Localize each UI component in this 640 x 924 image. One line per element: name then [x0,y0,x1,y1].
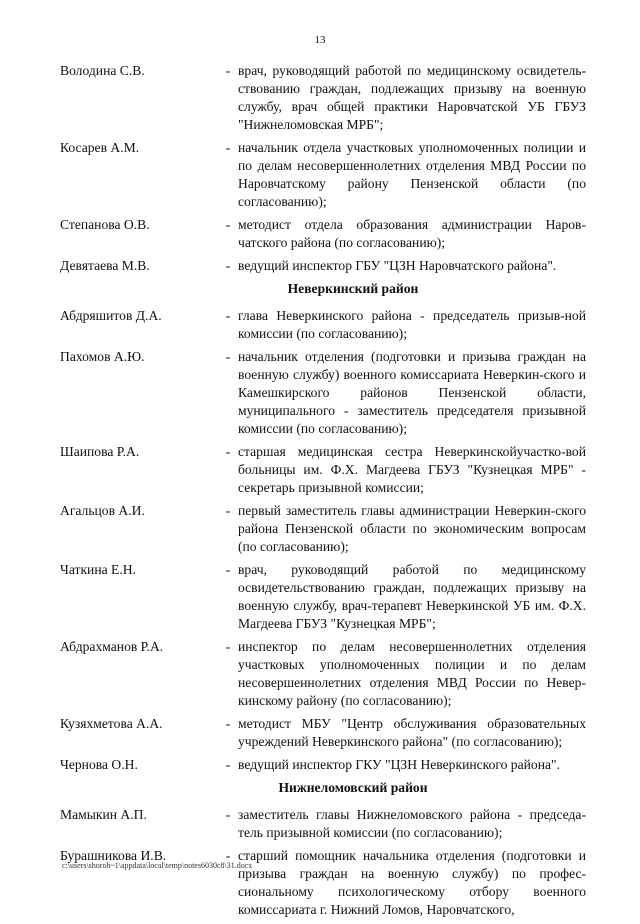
member-role: первый заместитель главы администрации Неверкин-ского района Пензенской области по экономическим вопросам (по согласованию); [238,503,586,554]
member-name: Агальцов А.И. [60,503,145,518]
entry-dash: - [225,217,231,232]
member-role: врач, руководящий работой по медицинскому освидетель-ствованию граждан, подлежащих призыву на военную службу, врач общей практики Наровчатской УБ ГБУЗ "Нижнеломовская МРБ"; [238,63,586,132]
section-heading: Неверкинский район [287,281,419,296]
entry-dash: - [225,807,231,822]
member-entry [60,806,586,842]
member-name: Чаткина Е.Н. [60,562,136,577]
member-name: Кузяхметова А.А. [60,716,163,731]
entry-dash: - [225,503,231,518]
member-entry [60,348,586,438]
member-entry [60,443,586,497]
entry-dash: - [225,349,231,364]
member-entry [60,715,586,751]
entry-dash: - [225,848,231,863]
member-entry [60,502,586,556]
member-role: ведущий инспектор ГБУ "ЦЗН Наровчатского района". [238,258,557,273]
member-name: Абдряшитов Д.А. [60,308,162,323]
member-entry [60,756,586,774]
member-name: Чернова О.Н. [60,757,138,772]
member-entry [60,638,586,710]
entry-dash: - [225,258,231,273]
file-path-footer: c:\users\shoroh~1\appdata\local\temp\notes6030c8\31.docx [62,861,253,870]
member-entry [60,307,586,343]
member-entry [60,139,586,211]
document-body [60,62,586,924]
member-role: врач, руководящий работой по медицинскому освидетельствованию граждан, подлежащих призыву на военную службу, врач-терапевт Неверкинской УБ им. Ф.Х. Магдеева ГБУЗ "Кузнецкая МРБ"; [238,562,586,631]
member-name: Володина С.В. [60,63,145,78]
member-name: Мамыкин А.П. [60,807,147,822]
entry-dash: - [225,63,231,78]
member-name: Косарев А.М. [60,140,140,155]
member-role: начальник отдела участковых уполномоченных полиции и по делам несовершеннолетних отделения МВД России по Наровчатскому району Пензенской области (по согласованию); [238,140,586,209]
member-name: Абдрахманов Р.А. [60,639,164,654]
member-name: Шаипова Р.А. [60,444,140,459]
member-role: методист МБУ "Центр обслуживания образовательных учреждений Неверкинского района" (по согласованию); [238,716,586,749]
member-role: старший помощник начальника отделения (подготовки и призыва граждан на военную службу) по профес-сиональному психологическому отбору военного комиссариата г. Нижний Ломов, Наровчатского, [238,848,586,917]
member-role: начальник отделения (подготовки и призыва граждан на военную службу) военного комиссариата Неверкин-ского и Камешкирского районов Пензенской области, муниципального - заместитель председателя призывной комиссии (по согласованию); [238,349,586,436]
entry-dash: - [225,716,231,731]
member-name: Бурашникова И.В. [60,848,167,863]
member-entry [60,847,586,919]
member-name: Девятаева М.В. [60,258,150,273]
entry-dash: - [225,444,231,459]
member-role: инспектор по делам несовершеннолетних отделения участковых уполномоченных полиции и по делам несовершеннолетних отделения МВД России по Невер-кинскому району (по согласованию); [238,639,586,708]
member-name: Пахомов А.Ю. [60,349,145,364]
member-role: заместитель главы Нижнеломовского района - председа-тель призывной комиссии (по согласованию); [238,807,586,840]
entry-dash: - [225,140,231,155]
member-entry [60,561,586,633]
member-role: методист отдела образования администрации Наров-чатского района (по согласованию); [238,217,586,250]
member-entry [60,216,586,252]
entry-dash: - [225,639,231,654]
member-role: старшая медицинская сестра Неверкинскойучастко-вой больницы им. Ф.Х. Магдеева ГБУЗ "Кузнецкая МРБ" - секретарь призывной комиссии; [238,444,586,495]
page-number: 13 [314,34,326,46]
entry-dash: - [225,757,231,772]
member-role: глава Неверкинского района - председатель призыв-ной комиссии (по согласованию); [238,308,586,341]
entry-dash: - [225,308,231,323]
member-entry [60,62,586,134]
member-name: Степанова О.В. [60,217,150,232]
section-heading: Нижнеломовский район [278,780,428,795]
member-role: ведущий инспектор ГКУ "ЦЗН Неверкинского района". [238,757,560,772]
entry-dash: - [225,562,231,577]
member-entry [60,257,586,275]
